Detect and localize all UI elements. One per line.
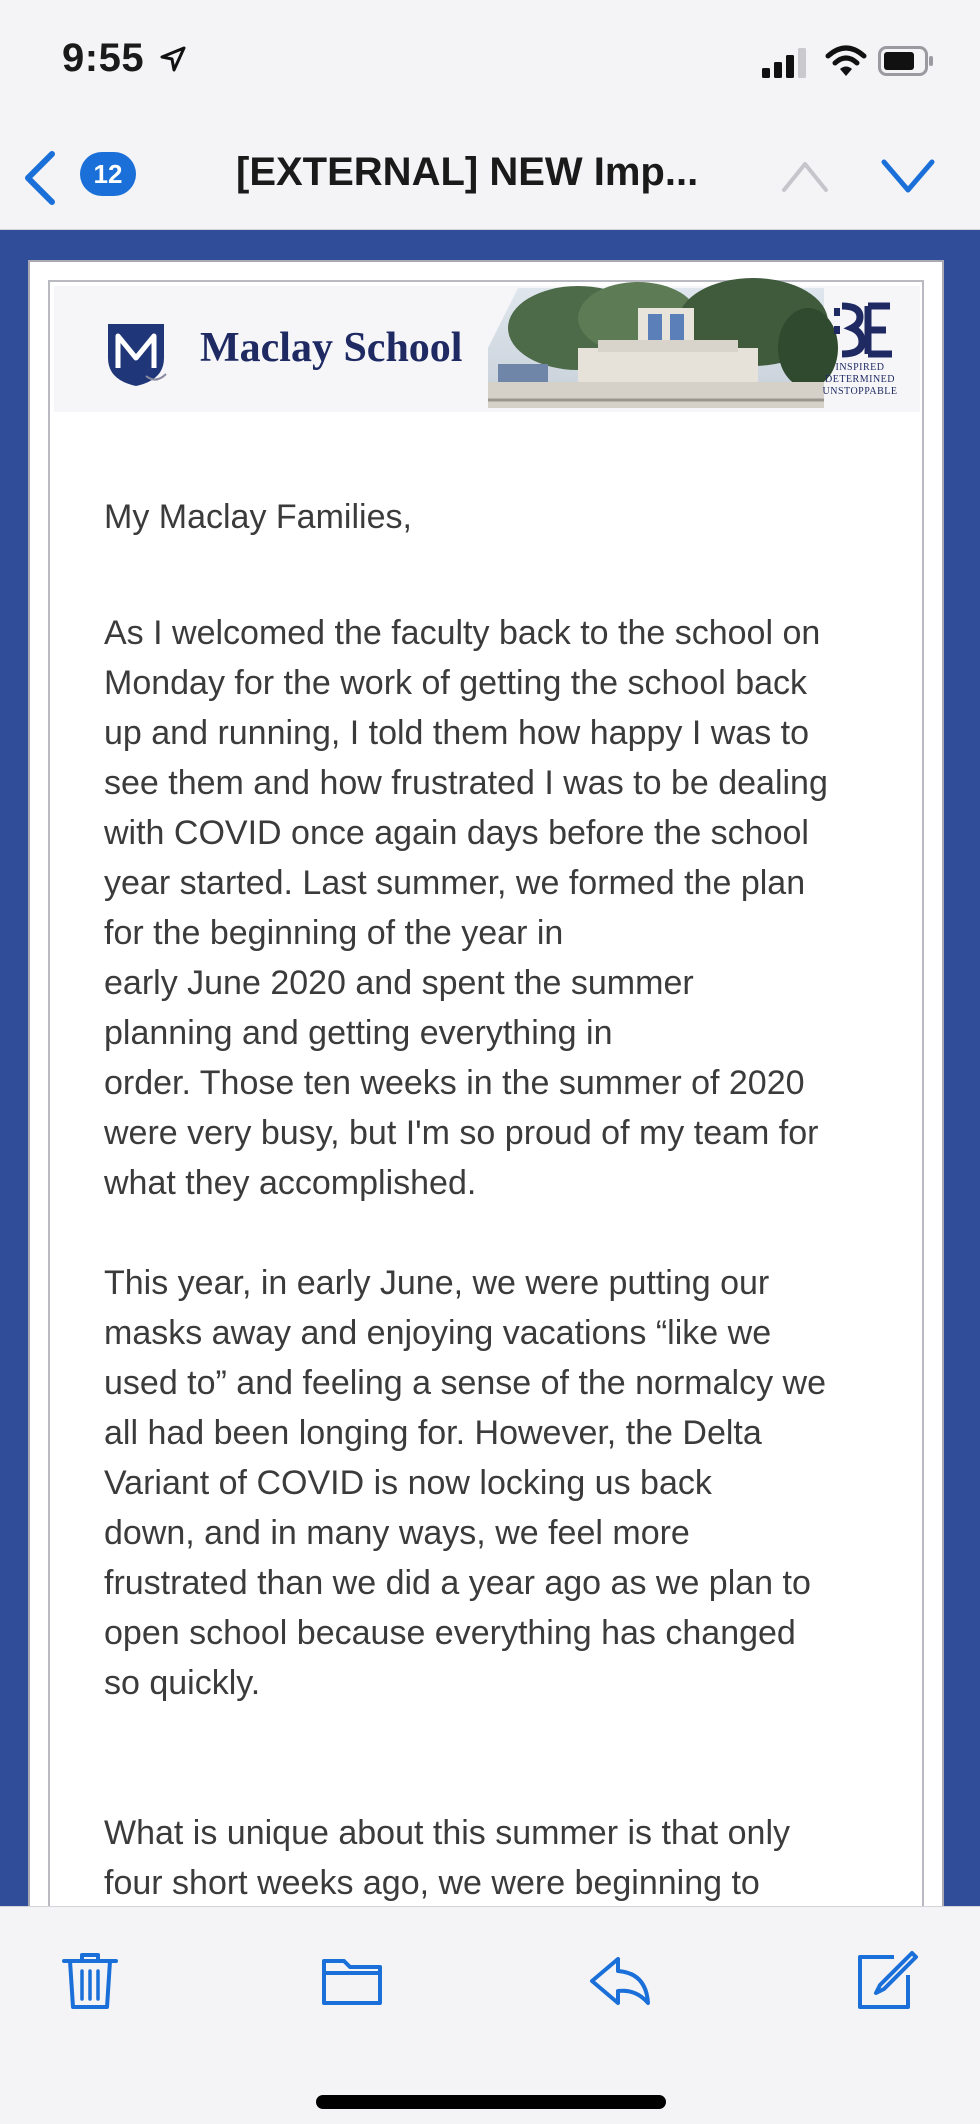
chevron-down-icon[interactable] bbox=[880, 156, 936, 196]
reply-icon[interactable] bbox=[588, 1949, 652, 2013]
text-line: early June 2020 and spent the summer bbox=[104, 964, 694, 1002]
school-name: Maclay School bbox=[200, 325, 463, 371]
maclay-shield-logo-icon bbox=[106, 322, 166, 388]
mail-nav-bar bbox=[0, 120, 980, 230]
trash-icon[interactable] bbox=[58, 1949, 122, 2013]
be-tagline-2: DETERMINED bbox=[825, 374, 895, 385]
text-line: frustrated than we did a year ago as we plan to bbox=[104, 1564, 811, 1602]
be-tagline-1: INSPIRED bbox=[835, 362, 885, 373]
message-subject-title: [EXTERNAL] NEW Imp... bbox=[236, 150, 699, 194]
text-line: Variant of COVID is now locking us back bbox=[104, 1464, 712, 1502]
unread-count-badge[interactable]: 12 bbox=[80, 152, 136, 196]
text-line: planning and getting everything in bbox=[104, 1014, 613, 1052]
wifi-icon bbox=[826, 44, 866, 78]
text-line: were very busy, but I'm so proud of my team for bbox=[104, 1114, 819, 1152]
text-line: masks away and enjoying vacations “like we bbox=[104, 1314, 772, 1352]
email-frame bbox=[0, 230, 980, 1906]
text-line: order. Those ten weeks in the summer of 2020 bbox=[104, 1064, 805, 1102]
campus-fountain-image bbox=[488, 288, 824, 408]
text-line: down, and in many ways, we feel more bbox=[104, 1514, 690, 1552]
be-tagline-3: UNSTOPPABLE bbox=[822, 386, 898, 397]
letter-card bbox=[28, 260, 944, 1936]
be-mark-icon bbox=[828, 302, 894, 358]
chevron-up-icon[interactable] bbox=[780, 158, 830, 194]
compose-icon[interactable] bbox=[854, 1949, 918, 2013]
text-line: This year, in early June, we were putting our bbox=[104, 1264, 770, 1302]
be-campaign-logo bbox=[800, 302, 920, 398]
letter-content[interactable] bbox=[48, 280, 924, 1940]
text-line: see them and how frustrated I was to be dealing bbox=[104, 764, 828, 802]
text-line: used to” and feeling a sense of the normalcy we bbox=[104, 1364, 826, 1402]
status-time: 9:55 bbox=[62, 36, 145, 80]
text-line: for the beginning of the year in bbox=[104, 914, 564, 952]
location-arrow-icon bbox=[160, 46, 186, 72]
letter-paragraph-2 bbox=[104, 1258, 894, 1708]
text-line: up and running, I told them how happy I was to bbox=[104, 714, 810, 752]
folder-icon[interactable] bbox=[320, 1949, 384, 2013]
text-line: four short weeks ago, we were beginning to bbox=[104, 1864, 760, 1902]
school-email-header bbox=[54, 286, 920, 412]
text-line: open school because everything has changed bbox=[104, 1614, 796, 1652]
status-bar bbox=[0, 0, 980, 120]
text-line: year started. Last summer, we formed the plan bbox=[104, 864, 806, 902]
text-line: what they accomplished. bbox=[104, 1164, 477, 1202]
text-line: so quickly. bbox=[104, 1664, 261, 1702]
text-line: As I welcomed the faculty back to the school on bbox=[104, 614, 821, 652]
letter-paragraph-1 bbox=[104, 608, 894, 1208]
text-line: all had been longing for. However, the Delta bbox=[104, 1414, 762, 1452]
cellular-signal-icon bbox=[762, 48, 814, 78]
text-line: What is unique about this summer is that only bbox=[104, 1814, 790, 1852]
text-line: Monday for the work of getting the school back bbox=[104, 664, 808, 702]
text-line: with COVID once again days before the school bbox=[104, 814, 809, 852]
letter-greeting: My Maclay Families, bbox=[104, 498, 412, 536]
chevron-left-icon[interactable] bbox=[20, 150, 60, 206]
home-indicator[interactable] bbox=[316, 2095, 666, 2109]
mail-action-toolbar bbox=[0, 1906, 980, 2124]
battery-icon bbox=[878, 46, 934, 76]
